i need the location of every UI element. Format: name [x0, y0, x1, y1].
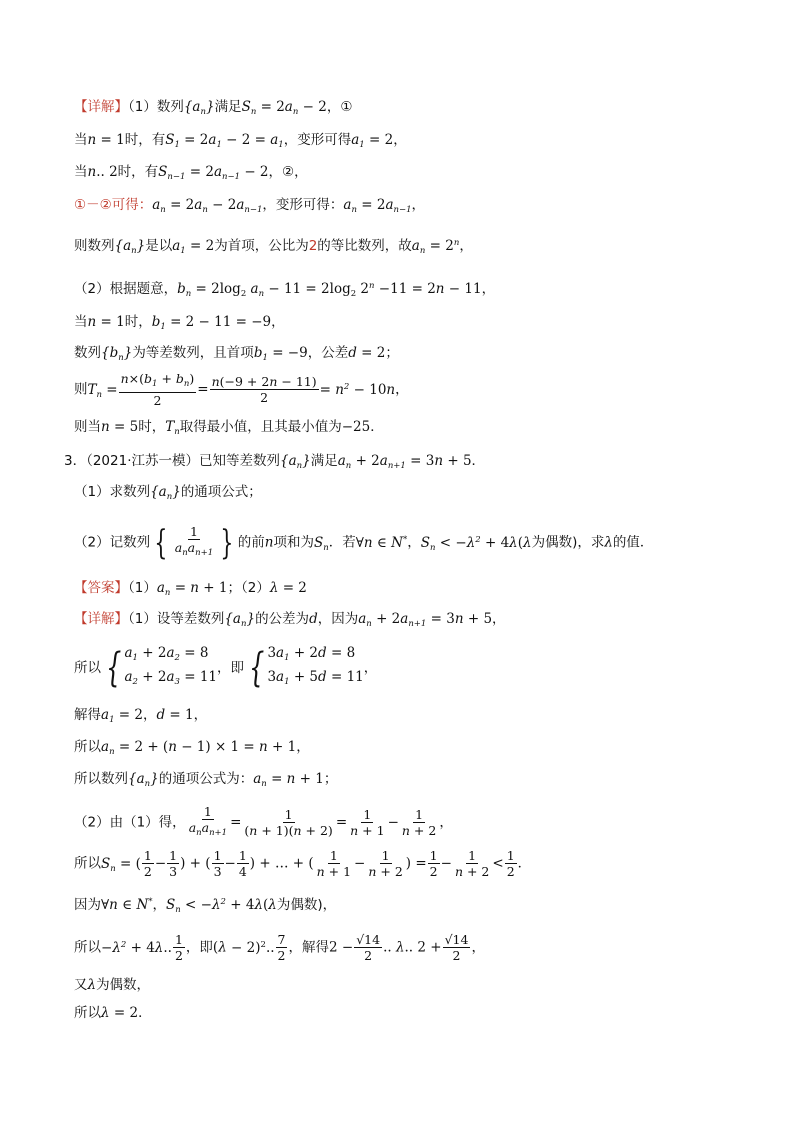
detail-3-line-10: 又λ为偶数， — [74, 977, 151, 993]
question-3-part-1: （1）求数列$\{a_n\}$的通项公式； — [74, 484, 262, 502]
detail-line-5: 则数列$\{a_n\}$是以$a_1 = 2$为首项，公比为2的等比数列，故$a_n = 2^n$， — [74, 238, 473, 256]
detail-label: 【详解】 — [74, 99, 128, 115]
detail-line-1: 【详解】（1）数列$\{a_n\}$满足$S_n = 2a_n - 2$，① — [74, 99, 353, 117]
detail-line-3: 当n.. 2时，有$S_{n-1} = 2a_{n-1} - 2$，②， — [74, 164, 308, 182]
detail-3-line-3: 解得$a_1 = 2$，d = 1， — [74, 707, 208, 725]
detail-line-9: 则$T_n$ = $\frac{n\times(b_1 + b_n)}{2}$ = $\frac{n(-9 + 2n - 11)}{2}$ = $n^2 - 10n$， — [74, 371, 409, 408]
detail-line-2: 当n = 1时，有$S_1 = 2a_1 - 2 = a_1$，变形可得$a_1 = 2$， — [74, 132, 407, 150]
detail-3-line-8: 因为∀n ∈ N*，$S_n < -\lambda^2 + 4\lambda(\lambda$为偶数)， — [74, 897, 337, 915]
detail-line-6: （2）根据题意，$b_n = 2\log_2$ $a_n - 11 = 2\log_2$ $2^n -11 = 2n - 11$， — [74, 281, 496, 299]
question-3-part-2: （2）记数列 { $\frac{1}{a_na_{n+1}}$ } 的前n项和为$S_n$．若∀n ∈ N*，$S_n < -\lambda^2 + 4\lambda(\lambda$为偶数)，求λ的值． — [74, 522, 654, 563]
detail-3-line-6: （2）由（1）得， $\frac{1}{a_na_{n+1}}$ = $\frac{1}{(n + 1)(n + 2)}$ = $\frac{1}{n + 1}$ − $\frac{1}{n + 2}$ ， — [74, 804, 453, 838]
detail-3-line-9: 所以$-\lambda^2 + 4\lambda$.. $\frac{1}{2}$ ，即$(\lambda - 2)^2$.. $\frac{7}{2}$ ，解得2 − $\frac{√14}{2}$ .. λ.. 2 + $\frac{√14}{2}$ ， — [74, 932, 485, 963]
detail-3-line-2: 所以 { $a_1 + 2a_2 = 8$ $a_2 + 2a_3 = 11$ ，即 { $3a_1 + 2d = 8$ $3a_1 + 5d = 11$ ， — [74, 645, 378, 691]
detail-3-line-4: 所以$a_n = 2 + (n - 1) \times 1 = n + 1$， — [74, 739, 310, 757]
detail-3-line-1: 【详解】（1）设等差数列$\{a_n\}$的公差为d，因为$a_n + 2a_{n+1} = 3n + 5$， — [74, 611, 506, 629]
question-3-header: 3．（2021·江苏一模）已知等差数列$\{a_n\}$满足$a_n + 2a_{n+1} = 3n + 5$． — [64, 453, 486, 471]
detail-3-line-5: 所以数列$\{a_n\}$的通项公式为：$a_n = n + 1$； — [74, 771, 338, 789]
answer-line: 【答案】$(1)a_n = n + 1$；（2）λ = 2 — [74, 580, 307, 598]
detail-line-4: ①－②可得：$a_n = 2a_n - 2a_{n-1}$，变形可得：$a_n = 2a_{n-1}$， — [74, 197, 426, 215]
detail-3-line-7: 所以$S_n$ = ( $\frac{1}{2}$ − $\frac{1}{3}$ ) + ( $\frac{1}{3}$ − $\frac{1}{4}$ ) + … + ( $\frac{1}{n + 1}$ − $\frac{1}{n + 2}$ ) = $\frac{1}{2}$ − $\frac{1}{n + 2}$ < $\frac{1}{2}$ ． — [74, 848, 532, 879]
detail-line-7: 当n = 1时，$b_1 = 2 - 11 = -9$， — [74, 314, 285, 332]
answer-label: 【答案】 — [74, 580, 128, 596]
detail-line-10: 则当n = 5时，$T_n$取得最小值，且其最小值为−25． — [74, 419, 384, 437]
detail-3-line-11: 所以λ = 2． — [74, 1005, 152, 1021]
detail-line-8: 数列$\{b_n\}$为等差数列，且首项$b_1 = -9$，公差d = 2； — [74, 345, 399, 363]
